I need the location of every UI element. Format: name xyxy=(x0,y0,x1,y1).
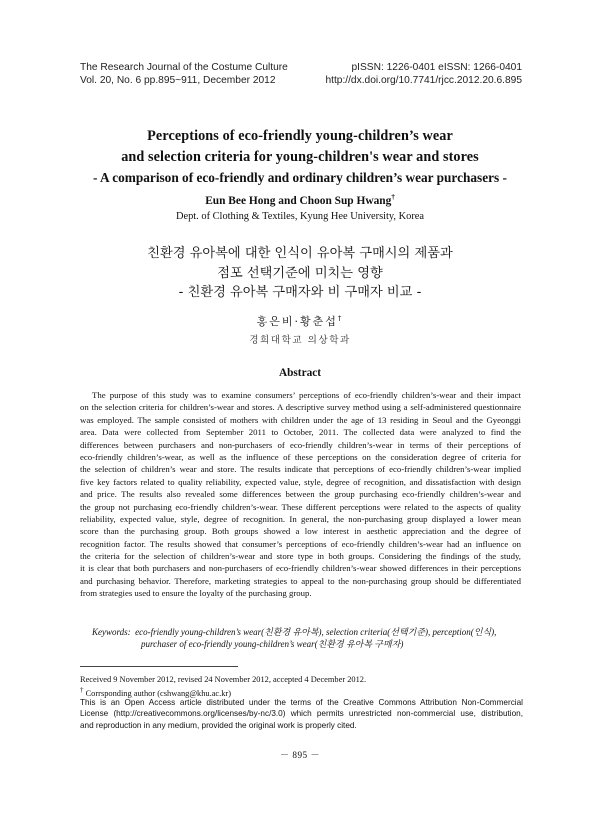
title-line-2: and selection criteria for young-children's wear and stores xyxy=(121,149,479,165)
abstract-line: The purpose of this study was to examine consumers’ perceptions of eco-friendly children’s-wear and their impact xyxy=(92,390,521,400)
keywords-label: Keywords: xyxy=(92,627,131,637)
issn: pISSN: 1226-0401 eISSN: 1266-0401 xyxy=(351,62,522,73)
abstract-line: eco-friendly children’s-wear, as well as the influence of these perceptions on the consideration degree of criteria for xyxy=(80,451,521,462)
doi-link[interactable]: http://dx.doi.org/10.7741/rjcc.2012.20.6.895 xyxy=(325,74,522,86)
paper-title xyxy=(40,126,560,187)
keywords-line-1 xyxy=(92,626,532,638)
keywords-line-2: purchaser of eco-friendly young-children’s wear(친환경 유아복 구매자) xyxy=(141,639,404,650)
abstract-line: the criteria for the selection of children’s-wear and store type in both groups. Considering the findings of the study, xyxy=(80,551,521,562)
license-line: This is an Open Access article distributed under the terms of the Creative Commons Attribution Non-Commercial xyxy=(80,698,523,707)
journal-header-left xyxy=(80,62,288,87)
corresponding-dagger: † xyxy=(391,193,395,201)
title-line-1: Perceptions of eco-friendly young-children’s wear xyxy=(147,128,453,144)
corresponding-text: Corrsponding author (cshwang@khu.ac.kr) xyxy=(83,689,231,699)
abstract-line: and price. The results also revealed some differences between the group purchasing eco-friendly children’s-wear and xyxy=(80,489,521,500)
korean-title-line-1: 친환경 유아복에 대한 인식이 유아복 구매시의 제품과 xyxy=(147,246,453,261)
abstract-line: was employed. The sample consisted of mothers with children under the age of 13 residing in Seoul and the Gyeonggi xyxy=(80,414,521,425)
abstract-line: on the selection criteria for children’s-wear and stores. A descriptive survey method using a self-administered questionnaire xyxy=(80,402,521,413)
received-dates: Received 9 November 2012, revised 24 November 2012, accepted 4 December 2012. xyxy=(80,675,367,684)
journal-header-right xyxy=(325,62,522,87)
abstract-line: and purchasing behavior. Therefore, marketing strategies to appeal to the non-purchasing group should be differentiated xyxy=(80,575,521,586)
keywords-text-1: eco-friendly young-children’s wear(친환경 유아복), selection criteria(선택기준), perception(인식), xyxy=(135,627,497,637)
abstract-line: differences between purchasers and non-purchasers of eco-friendly children’s-wear in terms of their perceptions of xyxy=(80,439,521,450)
abstract-line: the group not purchasing eco-friendly children’s-wear. These different perceptions were related to the aspects of quality xyxy=(80,501,521,512)
license-line: License (http://creativecommons.org/licenses/by-nc/3.0) which permits unrestricted non-commercial use, distribution, xyxy=(80,709,523,719)
footnotes xyxy=(80,674,523,700)
abstract-line: score than the purchasing group. Both groups showed a low interest in aesthetic appreciation and the degree of xyxy=(80,526,521,537)
abstract-line: from strategies used to ensure the loyalty of the purchasing group. xyxy=(80,588,312,599)
journal-name: The Research Journal of the Costume Culture xyxy=(80,62,288,73)
korean-subtitle: - 친환경 유아복 구매자와 비 구매자 비교 - xyxy=(178,285,422,300)
abstract-body xyxy=(80,389,521,600)
abstract-line: reliability, expected value, style, degree of recognition. In general, the non-purchasing group displayed a lower mean xyxy=(80,513,521,524)
korean-title-line-2: 점포 선택기준에 미치는 영향 xyxy=(217,265,383,281)
license-statement xyxy=(80,697,523,731)
author-list: Eun Bee Hong and Choon Sup Hwang xyxy=(205,194,392,207)
abstract-heading: Abstract xyxy=(278,367,322,379)
footnote-dagger: † xyxy=(80,686,84,695)
abstract-line: area. Data were collected from September 2011 to October, 2011. The collected data were analyzed to find the xyxy=(80,427,521,438)
abstract-line: five key factors related to quality reliability, expected value, style, degree of recognition, and dissatisfaction with design xyxy=(80,476,521,487)
author-affiliation: Dept. of Clothing & Textiles, Kyung Hee University, Korea xyxy=(175,211,425,222)
korean-dagger: † xyxy=(337,314,344,323)
volume-info: Vol. 20, No. 6 pp.895~911, December 2012 xyxy=(80,74,276,86)
abstract-line: the selection of children’s wear and store. The results indicate that perceptions of eco-friendly children’s-wear implied xyxy=(80,464,521,475)
keywords xyxy=(92,626,532,651)
title-subtitle: - A comparison of eco-friendly and ordinary children’s wear purchasers - xyxy=(93,170,507,185)
license-line: and reproduction in any medium, provided the original work is properly cited. xyxy=(80,720,357,730)
abstract-line: recognition factor. The results showed that consumer’s perceptions of eco-friendly children’s-wear had an influence on xyxy=(80,538,521,549)
korean-authors xyxy=(40,313,560,329)
footnote-divider xyxy=(80,666,238,667)
author-names xyxy=(40,193,560,207)
korean-title xyxy=(40,244,560,303)
abstract-line: it is clear that both purchasers and non-purchasers of eco-friendly children’s-wear showed differences in their perceptions xyxy=(80,563,521,574)
korean-affiliation: 경희대학교 의상학과 xyxy=(249,335,351,346)
page-number: － 895 － xyxy=(279,750,321,760)
korean-author-list: 홍은비·황춘섭 xyxy=(256,315,338,328)
